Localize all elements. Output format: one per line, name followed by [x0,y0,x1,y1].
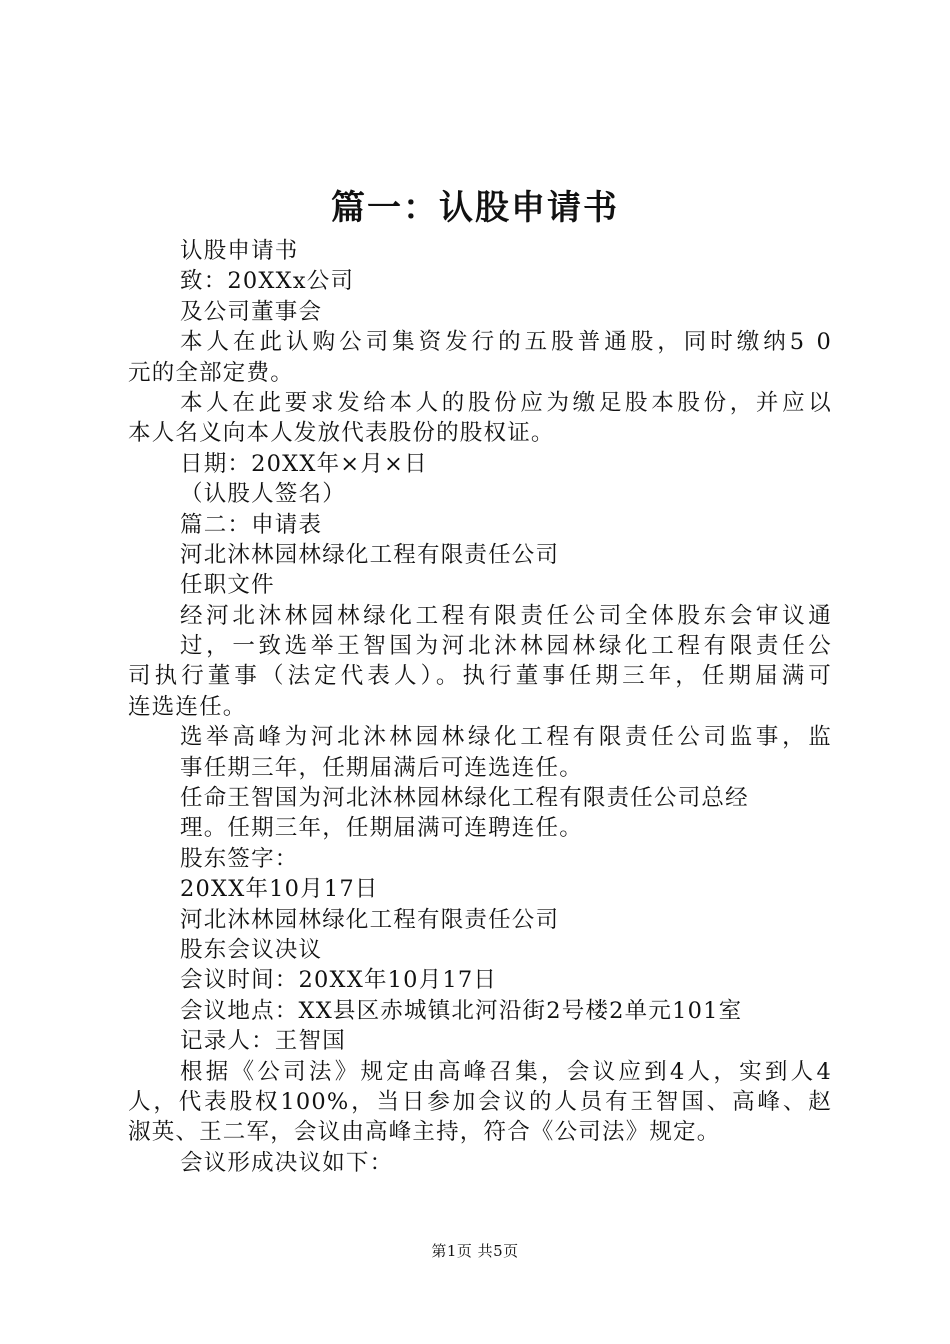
text-line-company: 河北沐林园林绿化工程有限责任公司 [180,906,560,933]
text-line: 过，一致选举王智国为河北沐林园林绿化工程有限责任公 [180,633,832,660]
text-line-meeting-time: 会议时间：20XX年10月17日 [180,967,498,994]
text-line: 人，代表股权100%，当日参加会议的人员有王智国、高峰、赵 [128,1088,832,1115]
page-number: 第1页 共5页 [431,1242,519,1260]
text-line-doc-title: 股东会议决议 [180,936,323,963]
text-line: 根据《公司法》规定由高峰召集，会议应到4人，实到人4 [180,1058,832,1085]
text-line: 事任期三年，任期届满后可连选连任。 [180,754,583,781]
text-line-recorder: 记录人：王智国 [180,1028,346,1055]
text-line: 任命王智国为河北沐林园林绿化工程有限责任公司总经 [180,785,749,812]
text-line: 元的全部定费。 [128,359,294,386]
text-line: 本人在此要求发给本人的股份应为缴足股本股份，并应以 [180,389,832,416]
text-line-shareholder-sign: 股东签字： [180,845,299,872]
document-body [128,236,832,1178]
text-line: 本人名义向本人发放代表股份的股权证。 [128,420,555,447]
text-line-heading: 认股申请书 [180,238,299,264]
text-line-doc-title: 任职文件 [180,572,275,599]
text-line-date: 20XX年10月17日 [180,876,379,903]
text-line: 连选连任。 [128,693,247,720]
text-line: 经河北沐林园林绿化工程有限责任公司全体股东会审议通 [180,602,832,629]
text-line-date: 日期：20XX年×月×日 [180,450,428,477]
text-line-section: 篇二：申请表 [180,511,323,538]
text-line-addressee-board: 及公司董事会 [180,298,323,325]
text-line: 理。任期三年，任期届满可连聘连任。 [180,815,583,842]
text-line-addressee: 致：20XXx公司 [180,268,355,295]
text-line: 本人在此认购公司集资发行的五股普通股，同时缴纳5 0 [180,329,832,356]
text-line-meeting-place: 会议地点：XX县区赤城镇北河沿街2号楼2单元101室 [180,997,743,1024]
text-line: 会议形成决议如下： [180,1149,394,1176]
text-line-signature: （认股人签名） [180,481,346,508]
document-title: 篇一：认股申请书 [331,188,619,228]
text-line: 选举高峰为河北沐林园林绿化工程有限责任公司监事，监 [180,724,832,751]
text-line-company: 河北沐林园林绿化工程有限责任公司 [180,541,560,568]
text-line: 司执行董事（法定代表人）。执行董事任期三年，任期届满可 [128,663,832,690]
text-line: 淑英、王二军，会议由高峰主持，符合《公司法》规定。 [128,1119,721,1146]
